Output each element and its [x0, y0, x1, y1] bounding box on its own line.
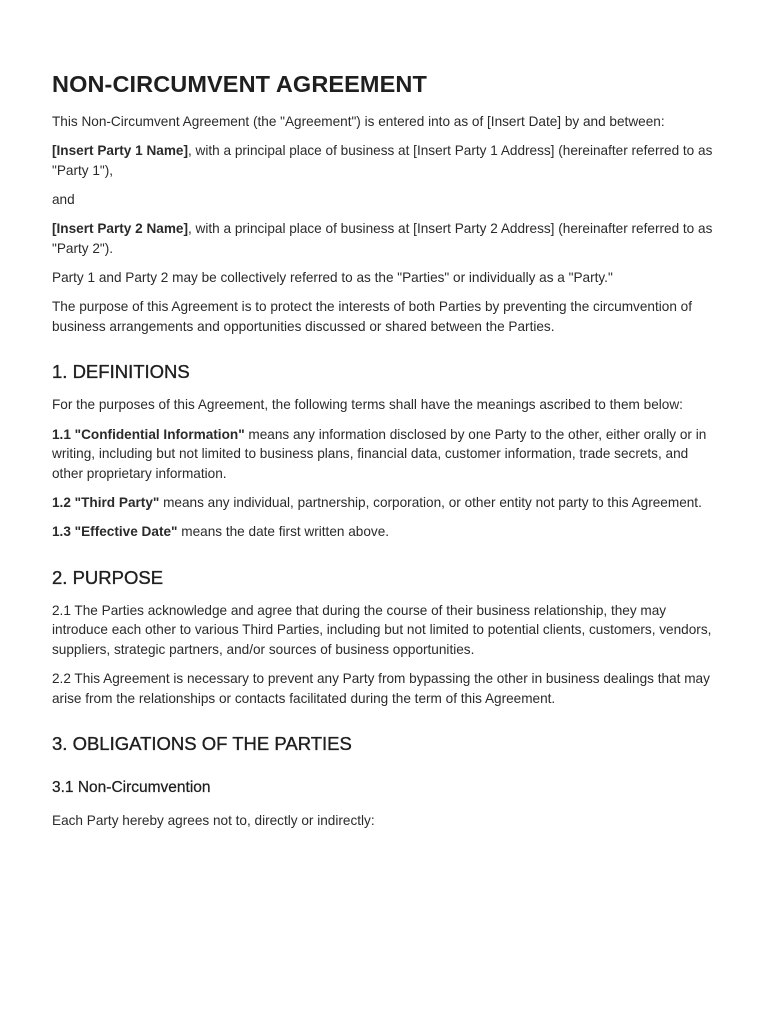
- definitions-intro-paragraph: For the purposes of this Agreement, the following terms shall have the meanings ascribed to them below:: [52, 397, 683, 413]
- definition-1-2: [52, 493, 718, 513]
- definition-1-1-text: means any information disclosed by one Party to the other, either orally or in writing, including but not limited to business plans, financial data, customer information, trade secrets, and other proprietary information.: [52, 426, 707, 481]
- definition-1-1: [52, 425, 718, 484]
- section-1-heading: 1. DEFINITIONS: [52, 361, 190, 383]
- purpose-clause-2-1: 2.1 The Parties acknowledge and agree that during the course of their business relationship, they may introduce each other to various Third Parties, including but not limited to potential clients, customers, vendors, suppliers, strategic partners, and/or sources of business opportunities.: [52, 602, 712, 657]
- party-2-paragraph: [52, 219, 718, 258]
- party-1-name: [Insert Party 1 Name]: [52, 143, 188, 159]
- definition-1-2-text: means any individual, partnership, corporation, or other entity not party to this Agreement.: [159, 494, 702, 510]
- party-1-details: , with a principal place of business at [Insert Party 1 Address] (hereinafter referred to as "Party 1"),: [52, 143, 713, 178]
- definition-1-1-term: 1.1 "Confidential Information": [52, 426, 245, 442]
- party-1-paragraph: [52, 141, 718, 180]
- subsection-3-1-text: Each Party hereby agrees not to, directly or indirectly:: [52, 813, 375, 829]
- collective-paragraph: Party 1 and Party 2 may be collectively referred to as the "Parties" or individually as a "Party.": [52, 269, 613, 285]
- section-3-heading: 3. OBLIGATIONS OF THE PARTIES: [52, 733, 352, 755]
- document-title: NON-CIRCUMVENT AGREEMENT: [52, 71, 427, 97]
- definition-1-3-term: 1.3 "Effective Date": [52, 524, 178, 540]
- definition-1-3: [52, 522, 718, 542]
- party-2-details: , with a principal place of business at [Insert Party 2 Address] (hereinafter referred to as "Party 2").: [52, 221, 713, 256]
- definition-1-2-term: 1.2 "Third Party": [52, 494, 160, 510]
- party-2-name: [Insert Party 2 Name]: [52, 221, 188, 237]
- purpose-statement-paragraph: The purpose of this Agreement is to protect the interests of both Parties by preventing the circumvention of business arrangements and opportunities discussed or shared between the Parties.: [52, 299, 693, 334]
- intro-paragraph: This Non-Circumvent Agreement (the "Agreement") is entered into as of [Insert Date] by and between:: [52, 114, 665, 129]
- and-paragraph: and: [52, 191, 75, 207]
- section-2-heading: 2. PURPOSE: [52, 566, 164, 588]
- subsection-3-1-heading: 3.1 Non-Circumvention: [52, 779, 211, 797]
- definition-1-3-text: means the date first written above.: [177, 524, 390, 540]
- purpose-clause-2-2: 2.2 This Agreement is necessary to prevent any Party from bypassing the other in business dealings that may arise from the relationships or contacts facilitated during the term of this Agreement.: [52, 671, 710, 706]
